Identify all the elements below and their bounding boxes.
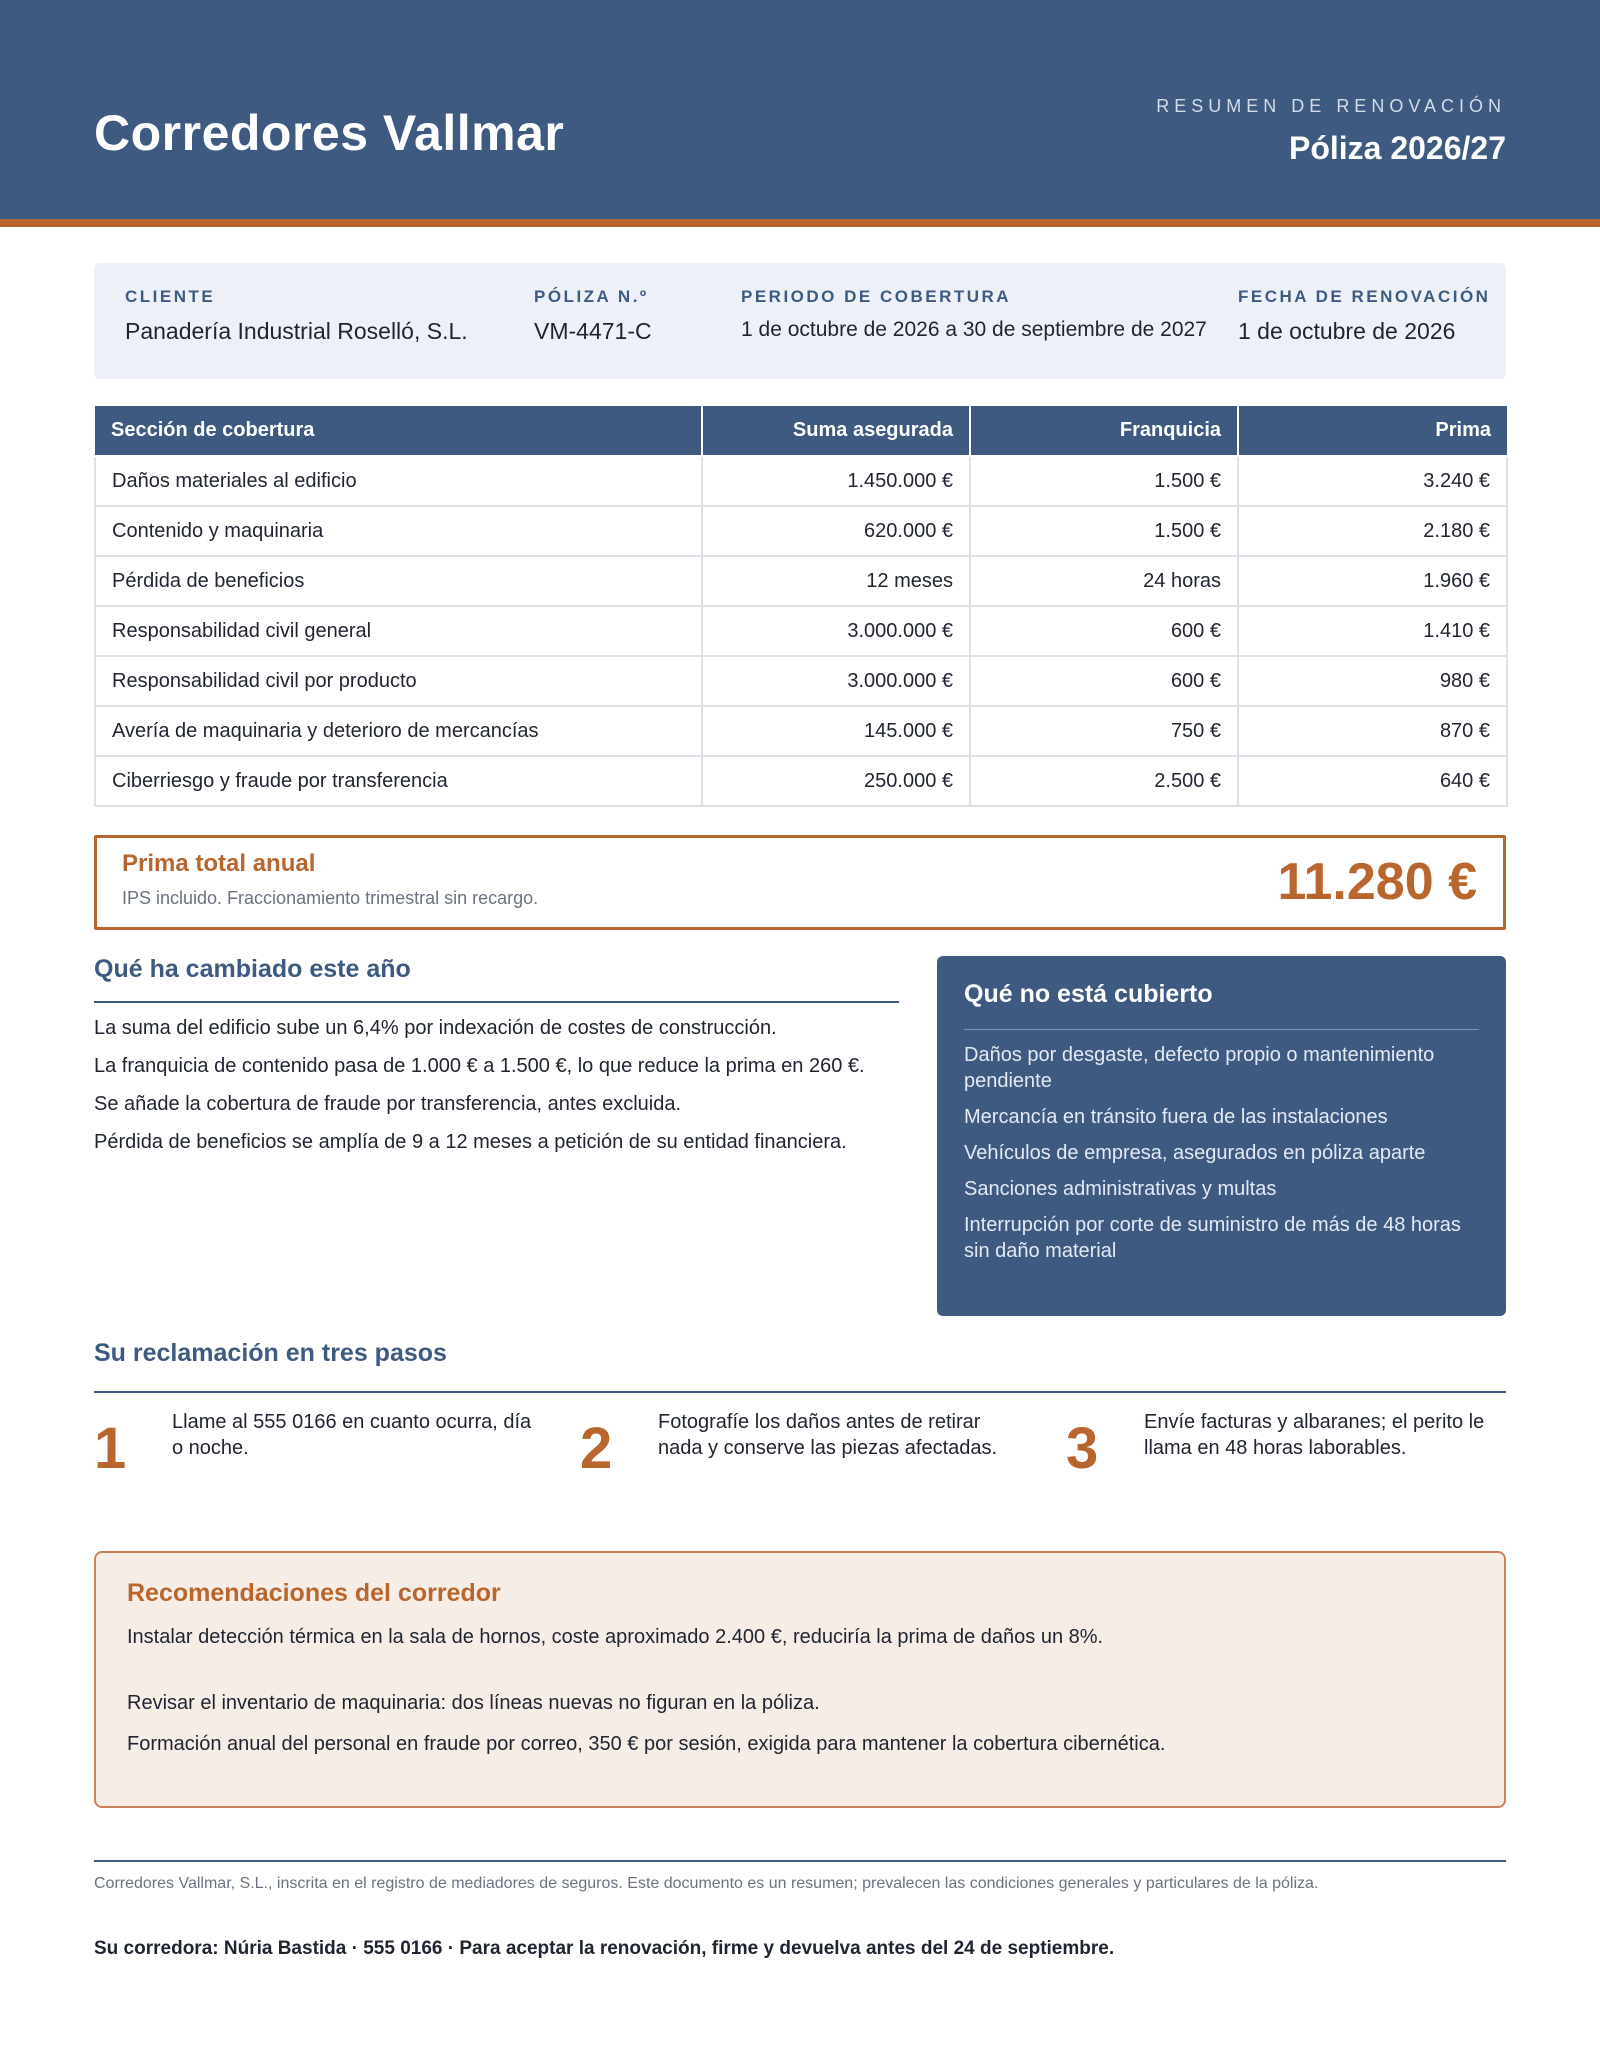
deductible: 2.500 € xyxy=(970,756,1238,806)
column-header: Prima xyxy=(1238,406,1507,456)
table-row xyxy=(95,756,1507,806)
step-text: Llame al 555 0166 en cuanto ocurra, día o noche. xyxy=(172,1411,532,1459)
deductible: 600 € xyxy=(970,656,1238,706)
table-row xyxy=(95,556,1507,606)
sum-insured: 1.450.000 € xyxy=(702,456,970,506)
document-kicker: RESUMEN DE RENOVACIÓN xyxy=(1156,96,1506,116)
footer-divider xyxy=(94,1860,1506,1862)
coverage-section: Daños materiales al edificio xyxy=(95,456,702,506)
sum-insured: 12 meses xyxy=(702,556,970,606)
premium: 3.240 € xyxy=(1238,456,1507,506)
premium: 1.960 € xyxy=(1238,556,1507,606)
total-premium-note: IPS incluido. Fraccionamiento trimestral sin recargo. xyxy=(122,888,539,908)
deductible: 1.500 € xyxy=(970,456,1238,506)
changes-title: Qué ha cambiado este año xyxy=(94,955,899,1003)
step-text: Fotografíe los daños antes de retirar nada y conserve las piezas afectadas. xyxy=(658,1411,998,1459)
broker-recommendations xyxy=(94,1551,1506,1808)
table-row xyxy=(95,456,1507,506)
coverage-section: Contenido y maquinaria xyxy=(95,506,702,556)
list-item: Daños por desgaste, defecto propio o mantenimiento pendiente xyxy=(964,1044,1435,1092)
table-row xyxy=(95,506,1507,556)
client-value: Panadería Industrial Roselló, S.L. xyxy=(125,318,468,344)
changes-list xyxy=(94,1015,899,1155)
changes-section xyxy=(94,955,899,1167)
list-item: Mercancía en tránsito fuera de las instalaciones xyxy=(964,1106,1388,1128)
recommendations-title: Recomendaciones del corredor xyxy=(127,1579,501,1607)
list-item: Pérdida de beneficios se amplía de 9 a 12 meses a petición de su entidad financiera. xyxy=(94,1131,847,1153)
renewal-label: FECHA DE RENOVACIÓN xyxy=(1238,287,1491,306)
claim-steps-title: Su reclamación en tres pasos xyxy=(94,1339,1506,1393)
policy-label: PÓLIZA N.º xyxy=(534,287,649,306)
sum-insured: 620.000 € xyxy=(702,506,970,556)
table-row xyxy=(95,656,1507,706)
premium: 2.180 € xyxy=(1238,506,1507,556)
sum-insured: 3.000.000 € xyxy=(702,656,970,706)
list-item: Formación anual del personal en fraude por correo, 350 € por sesión, exigida para mantener la cobertura cibernética. xyxy=(127,1733,1166,1755)
list-item: Sanciones administrativas y multas xyxy=(964,1178,1277,1200)
column-header: Sección de cobertura xyxy=(95,406,702,456)
period-value: 1 de octubre de 2026 a 30 de septiembre de 2027 xyxy=(741,318,1207,341)
deductible: 600 € xyxy=(970,606,1238,656)
deductible: 1.500 € xyxy=(970,506,1238,556)
step-number: 1 xyxy=(94,1416,127,1481)
policy-value: VM-4471-C xyxy=(534,318,652,344)
list-item: Se añade la cobertura de fraude por transferencia, antes excluida. xyxy=(94,1093,682,1115)
list-item: Revisar el inventario de maquinaria: dos líneas nuevas no figuran en la póliza. xyxy=(127,1692,820,1714)
client-label: CLIENTE xyxy=(125,287,216,306)
coverage-section: Ciberriesgo y fraude por transferencia xyxy=(95,756,702,806)
coverage-table xyxy=(94,406,1508,807)
step-number: 3 xyxy=(1066,1416,1099,1481)
premium: 640 € xyxy=(1238,756,1507,806)
table-row xyxy=(95,706,1507,756)
header-divider xyxy=(0,219,1600,227)
sum-insured: 3.000.000 € xyxy=(702,606,970,656)
list-item: Interrupción por corte de suministro de más de 48 horas sin daño material xyxy=(964,1214,1461,1262)
renewal-value: 1 de octubre de 2026 xyxy=(1238,318,1456,344)
period-label: PERIODO DE COBERTURA xyxy=(741,287,1012,306)
step-text: Envíe facturas y albaranes; el perito le llama en 48 horas laborables. xyxy=(1144,1411,1485,1459)
step-number: 2 xyxy=(580,1416,613,1481)
coverage-section: Responsabilidad civil general xyxy=(95,606,702,656)
list-item: La franquicia de contenido pasa de 1.000 € a 1.500 €, lo que reduce la prima en 260 €. xyxy=(94,1055,865,1077)
premium: 1.410 € xyxy=(1238,606,1507,656)
total-premium-amount: 11.280 € xyxy=(1277,853,1477,911)
policy-meta-panel xyxy=(94,263,1506,379)
coverage-section: Pérdida de beneficios xyxy=(95,556,702,606)
list-item: La suma del edificio sube un 6,4% por indexación de costes de construcción. xyxy=(94,1017,777,1039)
list-item: Instalar detección térmica en la sala de hornos, coste aproximado 2.400 €, reduciría la prima de daños un 8%. xyxy=(127,1626,1104,1648)
brand-name: Corredores Vallmar xyxy=(94,105,565,161)
footer-contact: Su corredora: Núria Bastida · 555 0166 · Para aceptar la renovación, firme y devuelva antes del 24 de septiembre. xyxy=(94,1938,1115,1959)
deductible: 750 € xyxy=(970,706,1238,756)
column-header: Suma asegurada xyxy=(702,406,970,456)
page-header xyxy=(0,0,1600,219)
table-header-row xyxy=(95,406,1507,456)
exclusions-list xyxy=(964,1042,1479,1264)
sum-insured: 250.000 € xyxy=(702,756,970,806)
table-row xyxy=(95,606,1507,656)
total-premium-box xyxy=(94,835,1506,930)
deductible: 24 horas xyxy=(970,556,1238,606)
footer-legal-text: Corredores Vallmar, S.L., inscrita en el registro de mediadores de seguros. Este documento es un resumen; prevalecen las condiciones generales y particulares de la póliza. xyxy=(94,1875,1319,1892)
total-premium-label: Prima total anual xyxy=(122,850,316,877)
sum-insured: 145.000 € xyxy=(702,706,970,756)
exclusions-panel xyxy=(937,956,1506,1316)
premium: 870 € xyxy=(1238,706,1507,756)
exclusions-title: Qué no está cubierto xyxy=(964,980,1479,1030)
document-title: Póliza 2026/27 xyxy=(1288,130,1506,166)
list-item: Vehículos de empresa, asegurados en póliza aparte xyxy=(964,1142,1426,1164)
claim-steps-section xyxy=(94,1339,1506,1481)
coverage-section: Avería de maquinaria y deterioro de mercancías xyxy=(95,706,702,756)
premium: 980 € xyxy=(1238,656,1507,706)
coverage-section: Responsabilidad civil por producto xyxy=(95,656,702,706)
column-header: Franquicia xyxy=(970,406,1238,456)
